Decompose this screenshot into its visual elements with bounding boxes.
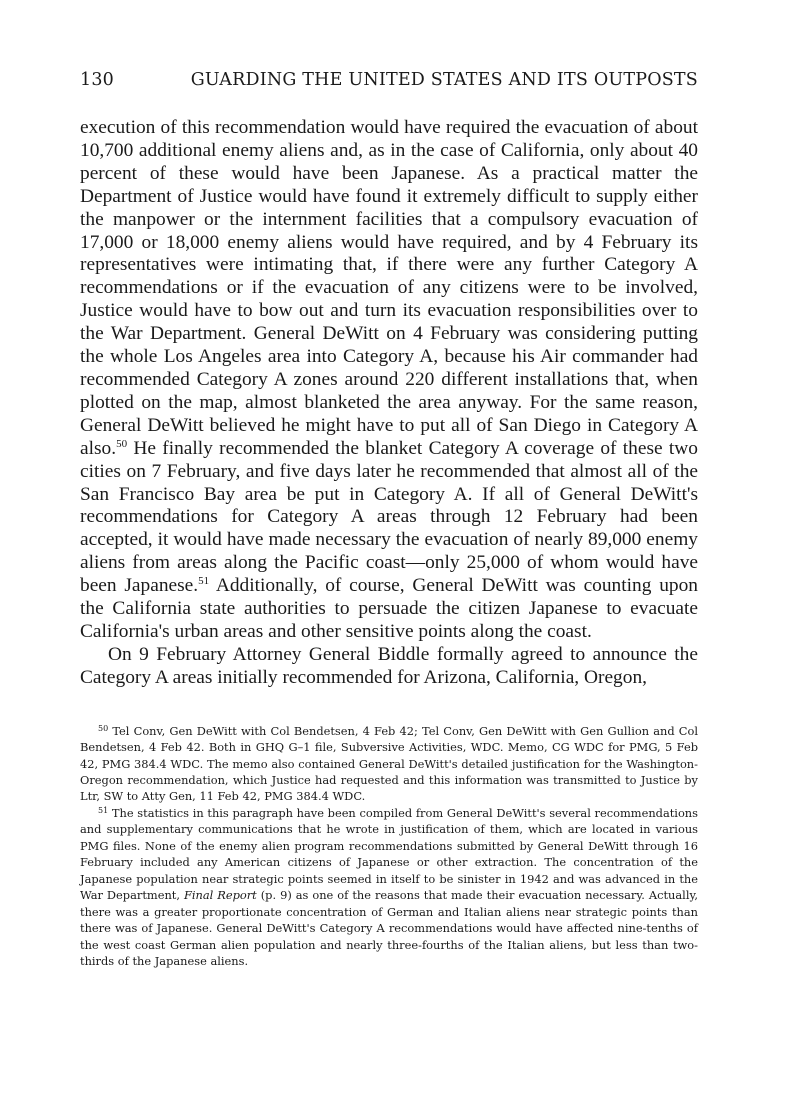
body-paragraph-2: On 9 February Attorney General Biddle formally agreed to announce the Category A areas initially recommended for Arizona, California, Oregon, [80, 643, 698, 688]
footnotes [80, 723, 698, 970]
running-title: GUARDING THE UNITED STATES AND ITS OUTPOSTS [190, 70, 698, 90]
body-paragraph-1-part-a: execution of this recommendation would have required the evacuation of about 10,700 additional enemy aliens and, as in the case of California, only about 40 percent of these would have been Japanese. As a practical matter the Department of Justice would have found it extremely difficult to supply either the manpower or the internment facilities that a compulsory evacuation of 17,000 or 18,000 enemy aliens would have required, and by 4 February its representatives were intimating that, if there were any further Category A recommendations or if the evacuation of any citizens were to be involved, Justice would have to bow out and turn its evacuation responsibilities over to the War Department. General DeWitt on 4 February was considering putting the whole Los Angeles area into Category A, because his Air commander had recommended Category A zones around 220 different installations that, when plotted on the map, almost blanketed the area anyway. For the same reason, General DeWitt believed he might have to put all of San Diego in Category A also. [80, 117, 698, 459]
running-head [80, 70, 698, 100]
footnote-51-italic-title: Final Report [183, 888, 257, 903]
footnote-51-number: 51 [98, 805, 109, 815]
body-paragraph-1-part-b: He finally recommended the blanket Category A coverage of these two cities on 7 February, and five days later he recommended that almost all of the San Francisco Bay area be put in Category A. If all of General DeWitt's recommendations for Category A areas through 12 February had been accepted, it would have made necessary the evacuation of nearly 89,000 enemy aliens from areas along the Pacific coast—only 25,000 of whom would have been Japanese. [80, 437, 698, 597]
footnote-ref-51[interactable]: 51 [198, 575, 210, 588]
footnote-51 [80, 805, 698, 970]
book-page [80, 70, 698, 969]
footnote-50-text: Tel Conv, Gen DeWitt with Col Bendetsen, 4 Feb 42; Tel Conv, Gen DeWitt with Gen Gullion and Col Bendetsen, 4 Feb 42. Both in GHQ G–1 file, Subversive Activities, WDC. Memo, CG WDC for PMG, 5 Feb 42, PMG 384.4 WDC. The memo also contained General DeWitt's detailed justification for the Washington-Oregon recommendation, which Justice had requested and this information was transmitted to Justice by Ltr, SW to Atty Gen, 11 Feb 42, PMG 384.4 WDC. [80, 723, 698, 804]
footnote-50-number: 50 [98, 723, 109, 733]
footnote-51-text-a: The statistics in this paragraph have been compiled from General DeWitt's several recommendations and supplementary communications that he wrote in justification of them, which are located in various PMG files. None of the enemy alien program recommendations submitted by General DeWitt through 16 February included any American citizens of Japanese or other extraction. The concentration of the Japanese population near strategic points seemed in itself to be sinister in 1942 and was advanced in the War Department, [80, 805, 698, 903]
footnote-51-text-b: (p. 9) as one of the reasons that made their evacuation necessary. Actually, there was a greater proportionate concentration of German and Italian aliens near strategic points than there was of Japanese. General DeWitt's Category A recommendations would have affected nine-tenths of the west coast German alien population and nearly three-fourths of the Italian aliens, but less than two-thirds of the Japanese aliens. [80, 888, 699, 968]
footnote-50 [80, 723, 698, 805]
body-paragraph-1 [80, 117, 698, 644]
body-paragraph-1-part-c: Additionally, of course, General DeWitt was counting upon the California state authorities to persuade the citizen Japanese to evacuate California's urban areas and other sensitive points along the coast. [80, 575, 698, 642]
body-text [80, 117, 698, 690]
footnote-ref-50[interactable]: 50 [116, 437, 128, 450]
page-number: 130 [80, 70, 115, 90]
